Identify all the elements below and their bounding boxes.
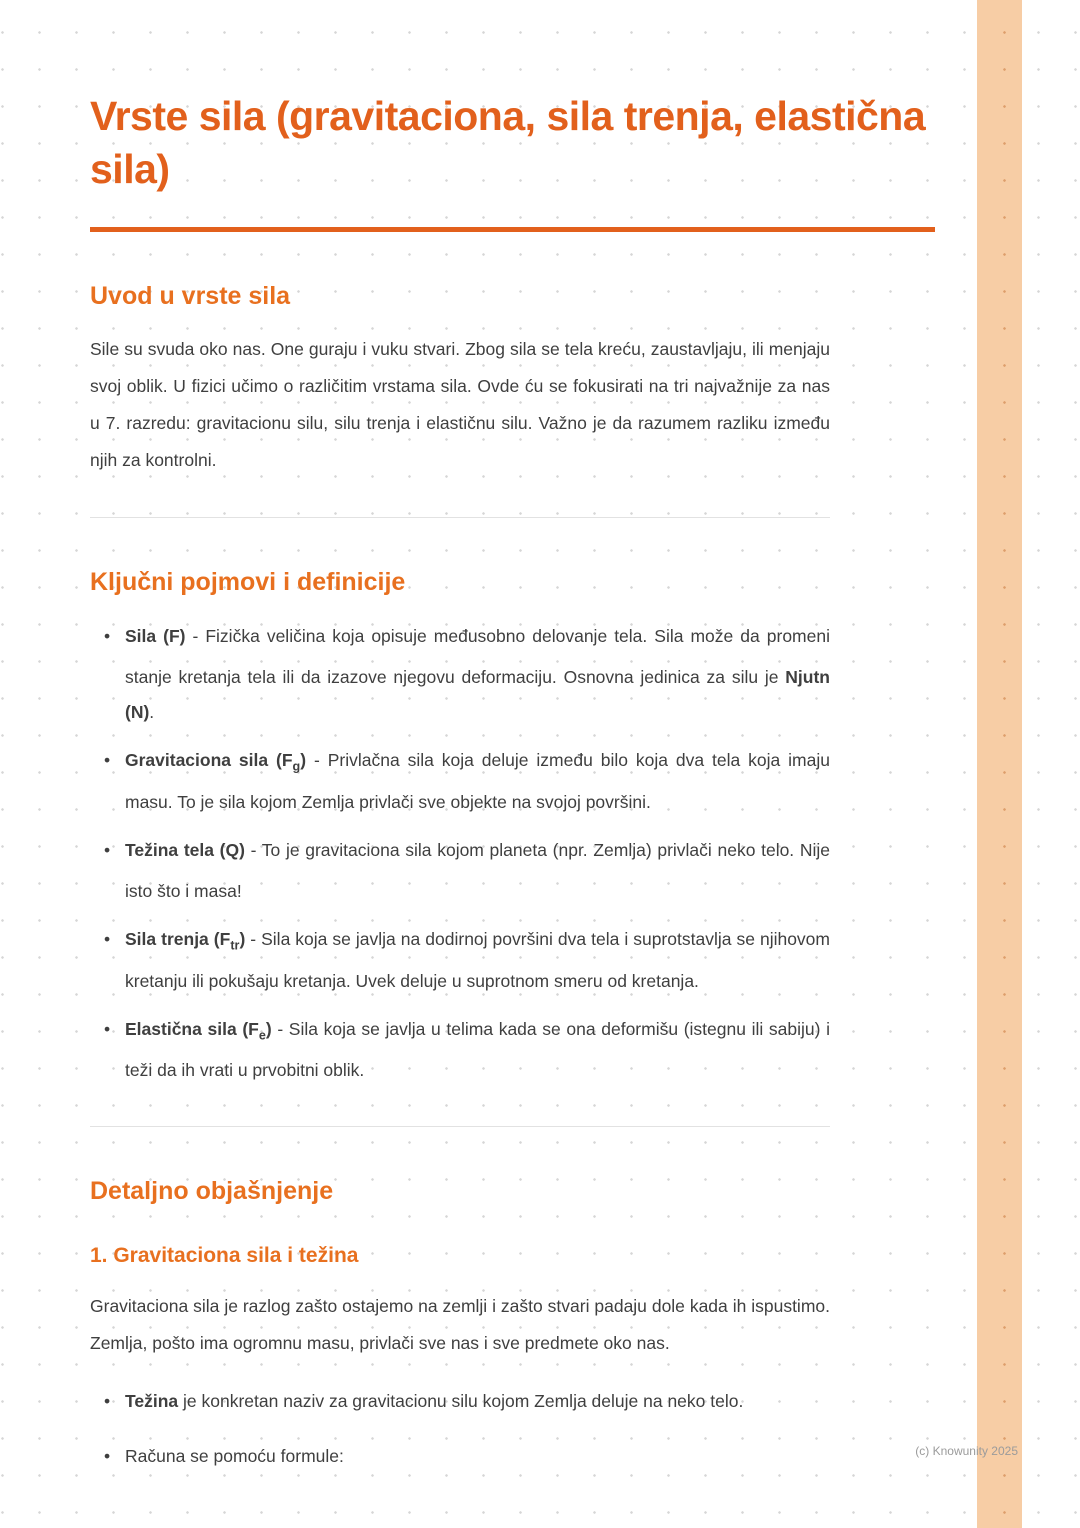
term-text: . [149,702,155,723]
page-edge-strip [977,0,1022,1528]
term-bold: Sila (F) [125,625,186,646]
term-bold: Elastična sila (F [125,1018,259,1039]
list-item [125,1439,830,1481]
section-heading-intro: Uvod u vrste sila [90,281,291,310]
intro-paragraph: Sile su svuda oko nas. One guraju i vuku stvari. Zbog sila se tela kreću, zaustavljaju, ili menjaju svoj oblik. U fizici učimo o različitim vrstama sila. Ovde ću se fokusirati na tri najvažnije za nas u 7. razredu: gravitacionu silu, silu trenja i elastičnu silu. Važno je da razumem razliku između njih za kontrolni. [90,338,830,470]
section-divider [90,517,830,518]
list-item [125,619,830,731]
term-bold: ) [265,1018,272,1039]
section-heading-key-terms: Ključni pojmovi i definicije [90,567,406,596]
subheading-gravity: 1. Gravitaciona sila i težina [90,1244,359,1268]
key-terms-list [90,619,830,1089]
term-text: - Sila koja se javlja u telima kada se ona deformišu (istegnu ili sabiju) i teži da ih vrati u prvobitni oblik. [125,1018,830,1081]
term-subscript: g [292,759,301,774]
section-divider [90,1126,830,1127]
term-bold: Gravitaciona sila (F [125,750,293,771]
term-text: - Sila koja se javlja na dodirnoj površini dva tela i suprotstavlja se njihovom kretanju ili pokušaju kretanja. Uvek deluje u suprotnom smeru od kretanja. [125,929,830,991]
page-title: Vrste sila (gravitaciona, sila trenja, elastična sila) [90,93,926,193]
term-text: - To je gravitaciona sila kojom planeta (npr. Zemlja) privlači neko telo. Nije isto što i masa! [125,839,830,902]
footer-credit: (c) Knowunity 2025 [915,1444,1018,1458]
term-bold: Njutn (N) [125,667,830,723]
title-rule [90,227,935,232]
term-subscript: e [258,1028,266,1043]
list-item [125,833,830,910]
term-bold: Težina tela (Q) [125,839,245,860]
list-item [125,1012,830,1089]
list-item [125,1384,830,1426]
document-content [90,90,935,1493]
term-subscript: tr [230,938,240,953]
section-heading-details: Detaljno objašnjenje [90,1177,334,1206]
details-list [90,1384,830,1480]
term-text: je konkretan naziv za gravitacionu silu kojom Zemlja deluje na neko telo. [178,1391,744,1412]
term-bold: Težina [125,1391,179,1412]
list-item [125,743,830,820]
term-bold: ) [239,929,246,950]
details-paragraph: Gravitaciona sila je razlog zašto ostajemo na zemlji i zašto stvari padaju dole kada ih ispustimo. Zemlja, pošto ima ogromnu masu, privlači sve nas i sve predmete oko nas. [90,1296,830,1354]
list-item [125,922,830,999]
term-text: Računa se pomoću formule: [125,1445,344,1466]
term-text: - Fizička veličina koja opisuje međusobno delovanje tela. Sila može da promeni stanje kretanja tela ili da izazove njegovu deformaciju. Osnovna jedinica za silu je [125,625,830,688]
term-bold: ) [300,750,307,771]
term-bold: Sila trenja (F [125,929,231,950]
term-text: - Privlačna sila koja deluje između bilo koja dva tela koja imaju masu. To je sila kojom Zemlja privlači sve objekte na svojoj površini. [125,750,830,812]
